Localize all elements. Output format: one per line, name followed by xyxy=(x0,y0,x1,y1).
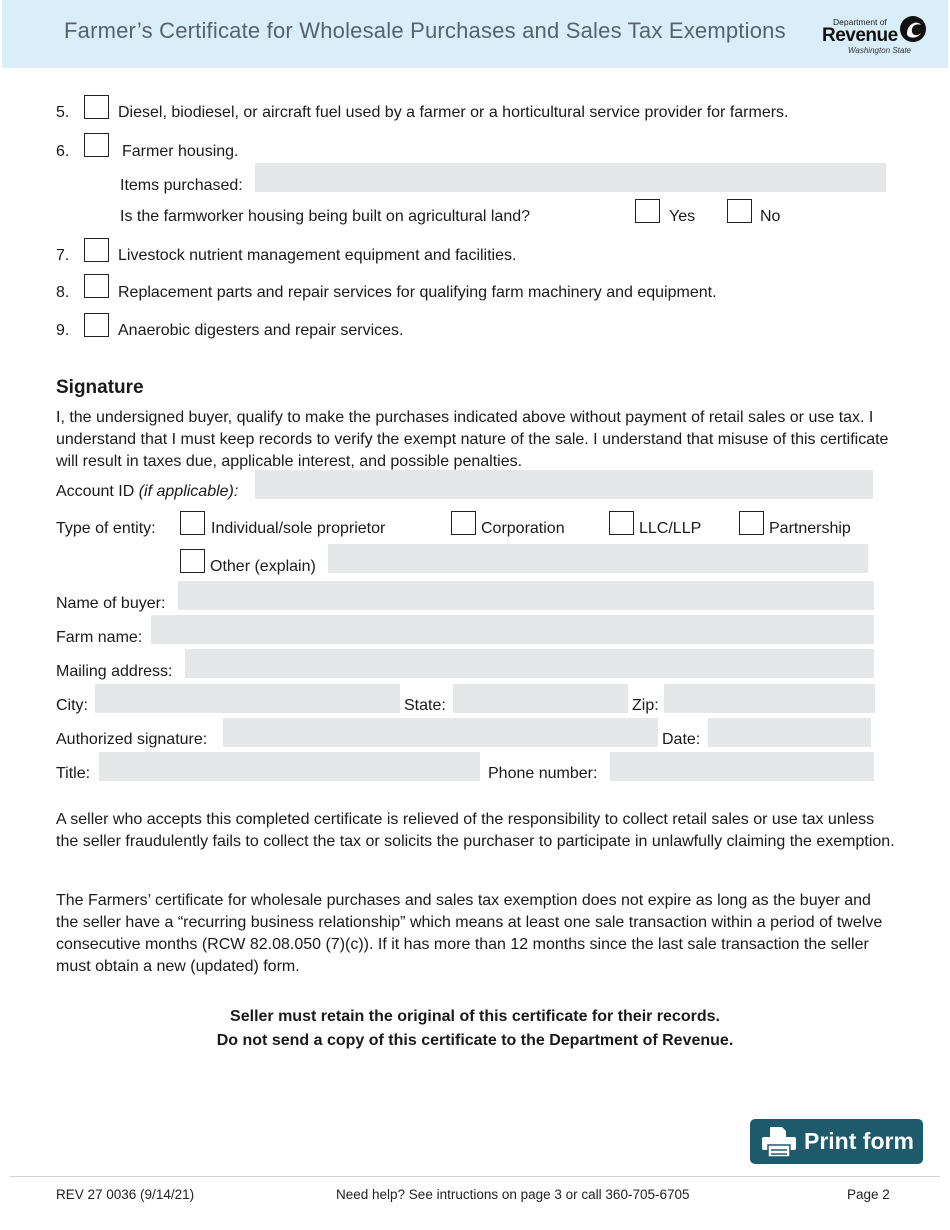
item-6-checkbox[interactable] xyxy=(84,133,109,157)
housing-yes-checkbox[interactable] xyxy=(635,199,660,223)
item-9-checkbox[interactable] xyxy=(84,313,109,337)
mailing-address-field[interactable] xyxy=(185,649,874,678)
do-not-send-notice: Do not send a copy of this certificate to the Department of Revenue. xyxy=(216,1032,734,1049)
logo-dept-text: Department of xyxy=(833,17,887,27)
item-label: Replacement parts and repair services for qualifying farm machinery and equipment. xyxy=(118,284,717,301)
entity-other-checkbox[interactable] xyxy=(180,549,205,573)
signature-statement: I, the undersigned buyer, qualify to make the purchases indicated above without payment of retail sales or use tax. I understand that I must keep records to verify the exempt nature of the sale. I understand that misuse of this certificate will result in taxes due, applicable interest, and possible penalties. xyxy=(56,409,889,470)
item-label: Farmer housing. xyxy=(122,143,239,160)
logo-state-text: Washington State xyxy=(848,46,912,55)
item-5-checkbox[interactable] xyxy=(84,95,109,119)
item-label: Diesel, biodiesel, or aircraft fuel used by a farmer or a horticultural service provider for farmers. xyxy=(118,104,789,121)
mailing-address-label: Mailing address: xyxy=(56,663,173,680)
housing-no-checkbox[interactable] xyxy=(727,199,752,223)
items-purchased-label: Items purchased: xyxy=(120,177,243,194)
entity-other-explain-field[interactable] xyxy=(328,544,868,573)
state-label: State: xyxy=(404,697,446,714)
state-field[interactable] xyxy=(453,684,628,713)
account-id-note: (if applicable): xyxy=(138,483,239,500)
expiration-note: The Farmers’ certificate for wholesale purchases and sales tax exemption does not expire as long as the buyer and the seller have a “recurring business relationship” which means at least one sale transaction within a period of twelve consecutive months (RCW 82.08.050 (7)(c)). If it has more than 12 months since the last sale transaction the seller must obtain a new (updated) form. xyxy=(56,892,883,975)
entity-corporation-label: Corporation xyxy=(481,520,565,537)
phone-field[interactable] xyxy=(610,752,874,781)
signature-heading: Signature xyxy=(56,377,144,398)
account-id-label xyxy=(56,483,238,501)
account-id-label-text: Account ID xyxy=(56,483,135,500)
entity-llc-label: LLC/LLP xyxy=(639,520,702,537)
authorized-signature-label: Authorized signature: xyxy=(56,731,208,748)
page-header xyxy=(2,0,948,68)
seller-relief-note: A seller who accepts this completed certificate is relieved of the responsibility to collect retail sales or use tax unless the seller fraudulently fails to collect the tax or solicits the purchaser to participate in unlawfully claiming the exemption. xyxy=(56,811,895,850)
farm-name-label: Farm name: xyxy=(56,629,143,646)
item-label: Livestock nutrient management equipment and facilities. xyxy=(118,247,517,264)
item-label: Anaerobic digesters and repair services. xyxy=(118,322,404,339)
entity-partnership-label: Partnership xyxy=(769,520,851,537)
date-label: Date: xyxy=(662,731,701,748)
title-field[interactable] xyxy=(99,752,480,781)
item-number: 7. xyxy=(56,247,70,264)
form-id: REV 27 0036 (9/14/21) xyxy=(56,1187,195,1202)
entity-type-label: Type of entity: xyxy=(56,520,156,537)
item-8-checkbox[interactable] xyxy=(84,274,109,298)
help-text: Need help? See intructions on page 3 or call 360-705-6705 xyxy=(336,1187,690,1202)
date-field[interactable] xyxy=(708,718,871,747)
buyer-name-label: Name of buyer: xyxy=(56,595,166,612)
zip-label: Zip: xyxy=(632,697,659,714)
entity-llc-checkbox[interactable] xyxy=(609,511,634,535)
item-number: 9. xyxy=(56,322,70,339)
form-title: Farmer’s Certificate for Wholesale Purchases and Sales Tax Exemptions xyxy=(64,18,786,43)
entity-partnership-checkbox[interactable] xyxy=(739,511,764,535)
item-number: 8. xyxy=(56,284,70,301)
items-purchased-field[interactable] xyxy=(255,163,886,192)
zip-field[interactable] xyxy=(664,684,875,713)
buyer-name-field[interactable] xyxy=(178,581,874,610)
housing-question: Is the farmworker housing being built on agricultural land? xyxy=(120,208,531,225)
farm-name-field[interactable] xyxy=(151,615,874,644)
title-label: Title: xyxy=(56,765,91,782)
item-number: 5. xyxy=(56,104,70,121)
printer-icon xyxy=(760,1125,798,1159)
logo-name-text: Revenue xyxy=(822,25,898,46)
entity-individual-checkbox[interactable] xyxy=(180,511,205,535)
print-form-button[interactable] xyxy=(750,1119,923,1164)
account-id-field[interactable] xyxy=(255,470,873,499)
footer-divider xyxy=(10,1176,940,1177)
housing-yes-label: Yes xyxy=(669,208,696,225)
authorized-signature-field[interactable] xyxy=(223,718,658,747)
city-label: City: xyxy=(56,697,88,714)
retain-notice: Seller must retain the original of this certificate for their records. xyxy=(230,1008,720,1025)
page-number: Page 2 xyxy=(847,1187,890,1202)
entity-corporation-checkbox[interactable] xyxy=(451,511,476,535)
dor-logo xyxy=(822,12,932,58)
city-field[interactable] xyxy=(95,684,400,713)
housing-no-label: No xyxy=(760,208,781,225)
item-number: 6. xyxy=(56,143,70,160)
item-7-checkbox[interactable] xyxy=(84,238,109,262)
print-form-label: Print form xyxy=(804,1128,914,1154)
washington-swirl-icon xyxy=(898,14,928,44)
entity-individual-label: Individual/sole proprietor xyxy=(211,520,386,537)
phone-label: Phone number: xyxy=(488,765,598,782)
entity-other-label: Other (explain) xyxy=(210,558,316,575)
